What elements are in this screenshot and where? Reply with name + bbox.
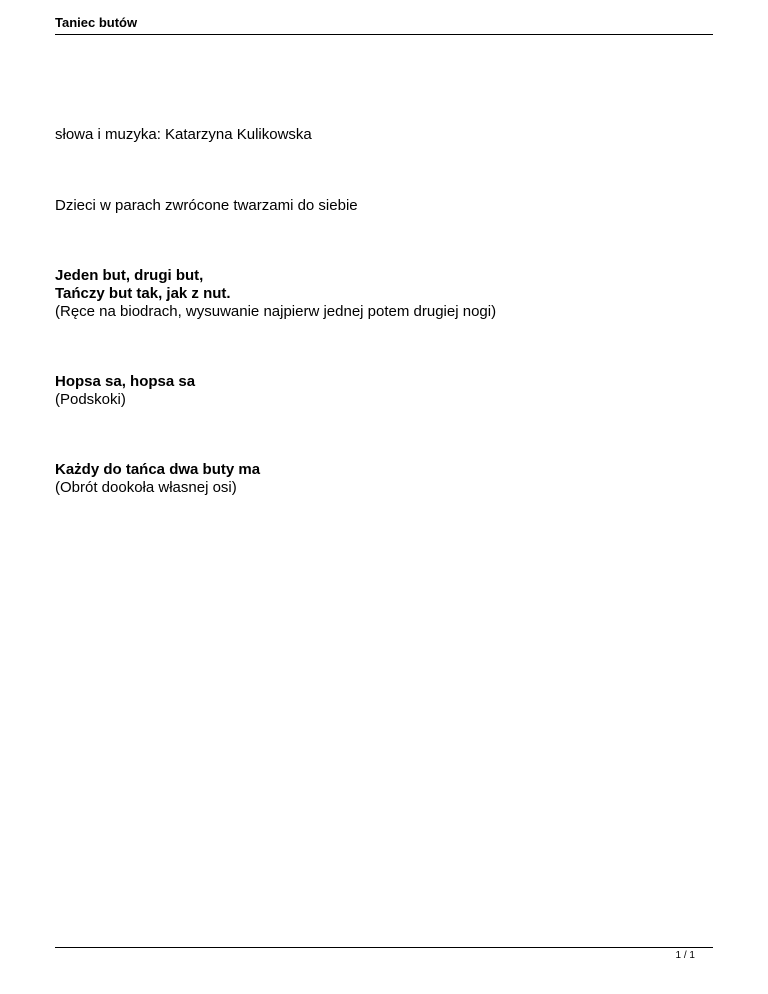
stanza1-instruction: (Ręce na biodrach, wysuwanie najpierw jednej potem drugiej nogi) — [55, 303, 497, 320]
document-title: Taniec butów — [55, 15, 138, 30]
header-divider — [55, 34, 713, 35]
stanza3-instruction: (Obrót dookoła własnej osi) — [55, 479, 237, 496]
footer-divider — [55, 947, 713, 948]
page-number: 1 / 1 — [675, 950, 695, 961]
intro-line: Dzieci w parach zwrócone twarzami do siebie — [55, 197, 358, 214]
stanza3-line1: Każdy do tańca dwa buty ma — [55, 461, 261, 478]
credits-line: słowa i muzyka: Katarzyna Kulikowska — [55, 126, 312, 143]
stanza1-line2: Tańczy but tak, jak z nut. — [55, 285, 231, 302]
stanza2-instruction: (Podskoki) — [55, 391, 126, 408]
stanza1-line1: Jeden but, drugi but, — [55, 267, 204, 284]
stanza2-line1: Hopsa sa, hopsa sa — [55, 373, 196, 390]
